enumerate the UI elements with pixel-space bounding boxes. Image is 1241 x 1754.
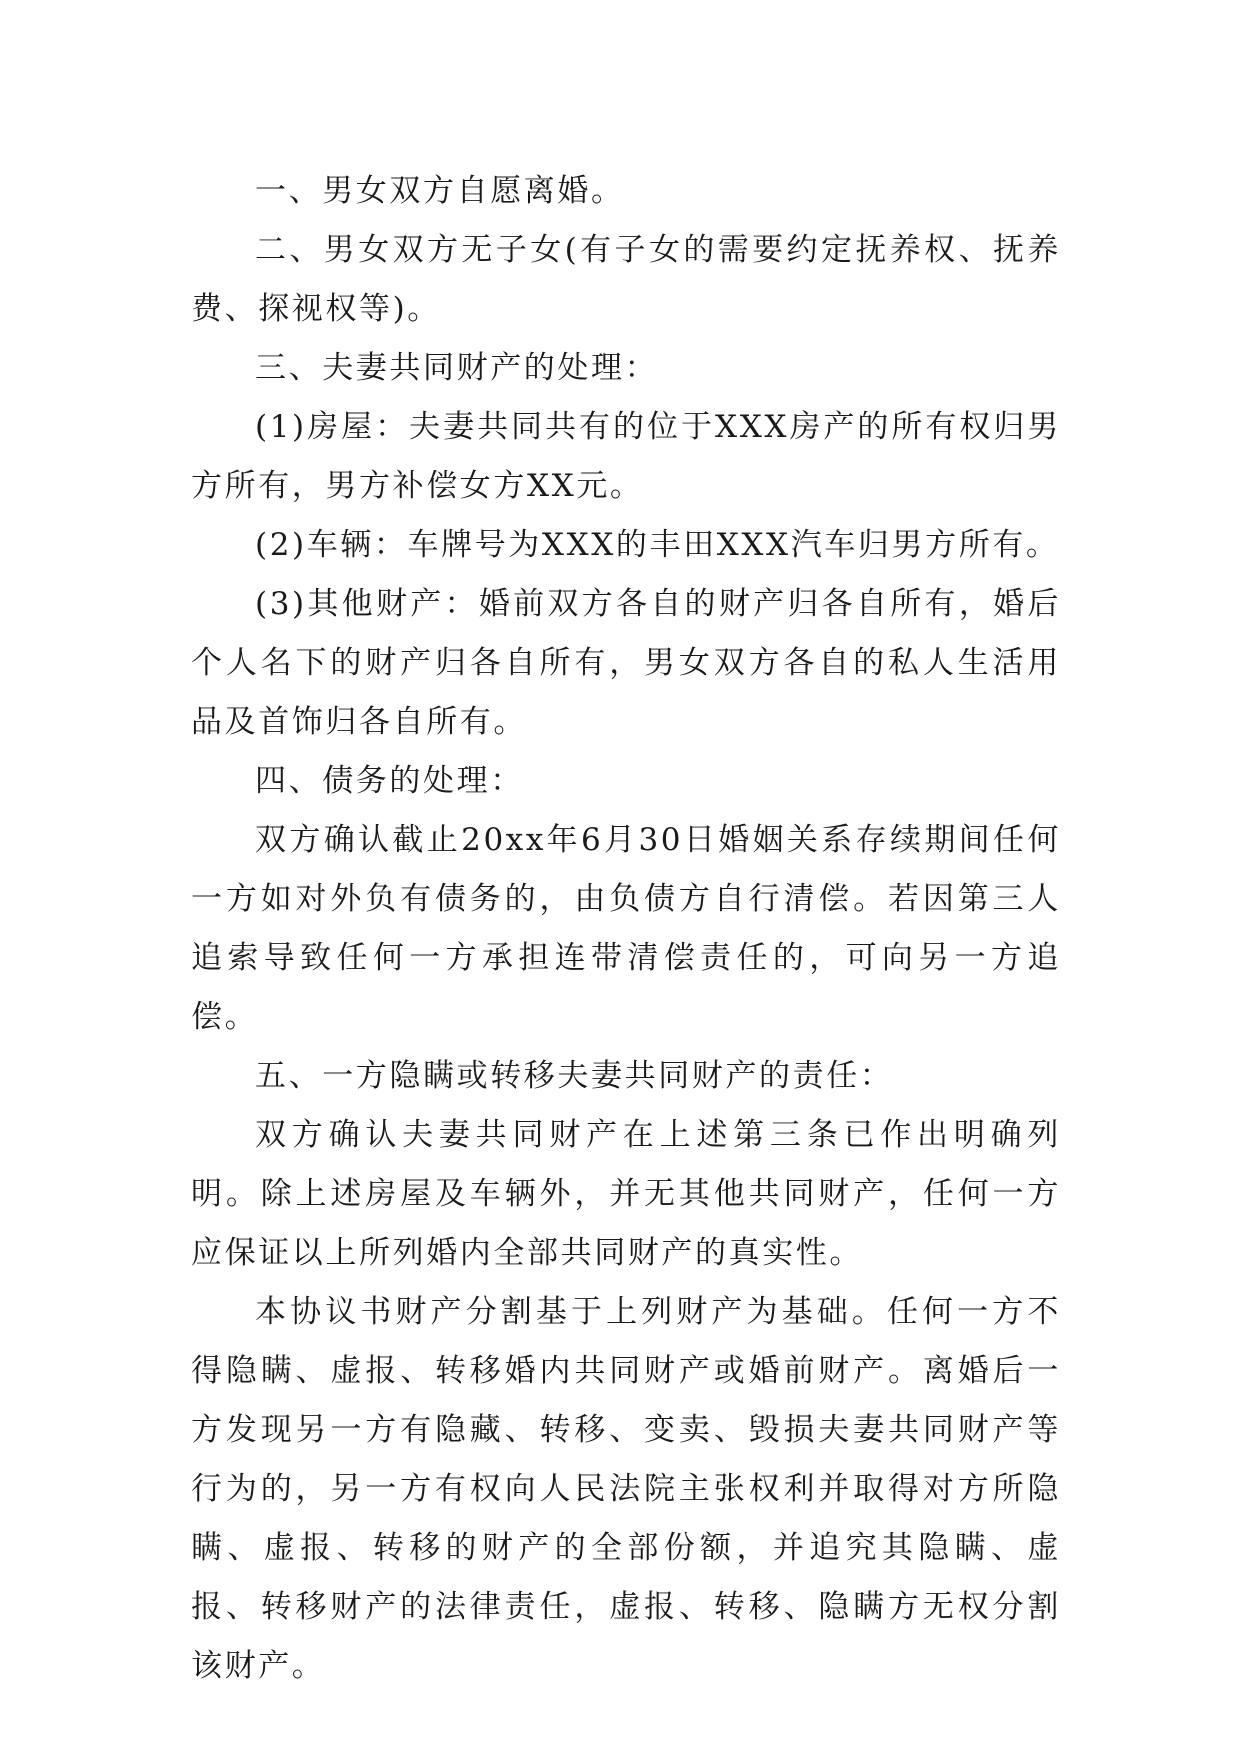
clause-two-children: 二、男女双方无子女(有子女的需要约定抚养权、抚养费、探视权等)。	[191, 232, 1061, 327]
clause-one-voluntary-divorce: 一、男女双方自愿离婚。	[255, 173, 625, 209]
document-body	[191, 162, 1061, 1696]
clause-four-heading: 四、债务的处理：	[255, 763, 524, 799]
clause-five-liability: 本协议书财产分割基于上列财产为基础。任何一方不得隐瞒、虚报、转移婚内共同财产或婚前财产。离婚后一方发现另一方有隐藏、转移、变卖、毁损夫妻共同财产等行为的，另一方有权向人民法院主张权利并取得对方所隐瞒、虚报、转移的财产的全部份额，并追究其隐瞒、虚报、转移财产的法律责任，虚报、转移、隐瞒方无权分割该财产。	[191, 1294, 1061, 1684]
clause-three-house: (1)房屋：夫妻共同共有的位于XXX房产的所有权归男方所有，男方补偿女方XX元。	[191, 409, 1061, 504]
clause-three-heading: 三、夫妻共同财产的处理：	[255, 350, 659, 386]
clause-five-heading: 五、一方隐瞒或转移夫妻共同财产的责任：	[255, 1058, 894, 1094]
clause-five-confirmation: 双方确认夫妻共同财产在上述第三条已作出明确列明。除上述房屋及车辆外，并无其他共同财产，任何一方应保证以上所列婚内全部共同财产的真实性。	[191, 1117, 1061, 1271]
clause-three-vehicle: (2)车辆：车牌号为XXX的丰田XXX汽车归男方所有。	[255, 527, 1060, 563]
clause-three-other-property: (3)其他财产：婚前双方各自的财产归各自所有，婚后个人名下的财产归各自所有，男女双方各自的私人生活用品及首饰归各自所有。	[191, 586, 1061, 740]
clause-four-debts: 双方确认截止20xx年6月30日婚姻关系存续期间任何一方如对外负有债务的，由负债方自行清偿。若因第三人追索导致任何一方承担连带清偿责任的，可向另一方追偿。	[191, 822, 1061, 1035]
